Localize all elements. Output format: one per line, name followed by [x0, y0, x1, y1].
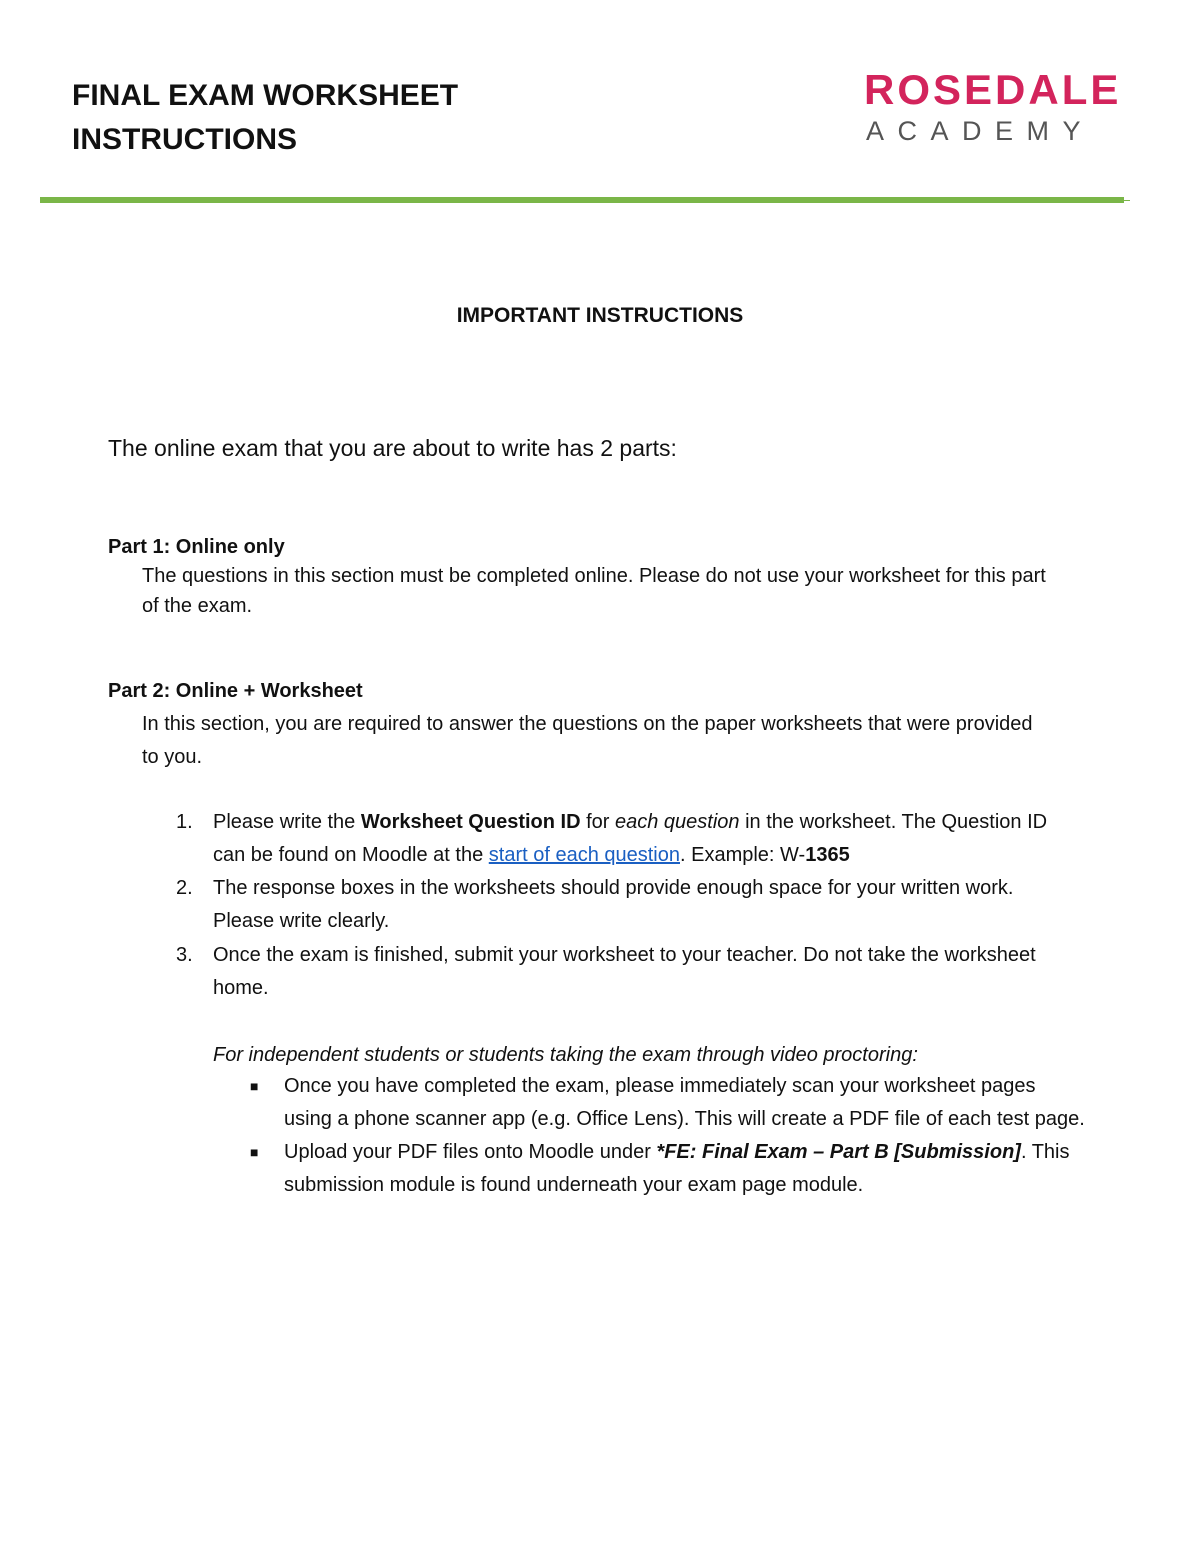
text-run: can be found on Moodle at the	[213, 844, 489, 866]
square-bullet-icon: ■	[250, 1078, 259, 1094]
list-number-1: 1.	[176, 811, 193, 833]
example-id-number: 1365	[805, 844, 850, 866]
text-run: in the worksheet. The Question ID	[739, 811, 1048, 833]
list-item-2-line-1: The response boxes in the worksheets should provide enough space for your written work.	[213, 877, 1014, 899]
list-item-3-line-1: Once the exam is finished, submit your worksheet to your teacher. Do not take the worksheet	[213, 944, 1036, 966]
list-item-3	[213, 939, 1133, 1005]
logo-wordmark-top: ROSEDALE	[864, 66, 1122, 113]
list-item-3-line-2: home.	[213, 977, 269, 999]
list-number-3: 3.	[176, 944, 193, 966]
part1-body-line-1: The questions in this section must be completed online. Please do not use your worksheet for this part	[142, 565, 1046, 587]
bullet-item-2-line-2: submission module is found underneath your exam page module.	[284, 1174, 864, 1196]
bullet-item-1-line-2: using a phone scanner app (e.g. Office Lens). This will create a PDF file of each test page.	[284, 1108, 1085, 1130]
submission-module-name: *FE: Final Exam – Part B [Submission]	[656, 1141, 1021, 1163]
section-heading: IMPORTANT INSTRUCTIONS	[456, 304, 744, 327]
list-number-2: 2.	[176, 877, 193, 899]
square-bullet-icon: ■	[250, 1144, 259, 1160]
list-item-1	[213, 806, 1133, 872]
part1-title: Part 1: Online only	[108, 536, 285, 558]
text-run: for	[580, 811, 615, 833]
start-of-each-question-link[interactable]: start of each question	[488, 844, 680, 866]
header-divider-tail	[1122, 200, 1130, 201]
proctoring-note: For independent students or students taking the exam through video proctoring:	[213, 1044, 918, 1066]
text-run: . Example: W-	[680, 844, 806, 866]
text-run: Please write the	[213, 811, 361, 833]
part2-title: Part 2: Online + Worksheet	[108, 680, 363, 702]
header-divider	[40, 197, 1124, 203]
list-item-2-line-2: Please write clearly.	[213, 910, 390, 932]
worksheet-question-id-emphasis: Worksheet Question ID	[360, 811, 581, 833]
bullet-item-1-line-1: Once you have completed the exam, please immediately scan your worksheet pages	[284, 1075, 1036, 1097]
part2-body	[142, 708, 1142, 774]
bullet-item-2-line-1	[284, 1136, 1144, 1169]
part1-body	[142, 561, 1142, 621]
intro-text: The online exam that you are about to write has 2 parts:	[108, 435, 677, 461]
bullet-item-1	[284, 1070, 1144, 1136]
list-item-2	[213, 872, 1133, 938]
part2-body-line-1: In this section, you are required to answer the questions on the paper worksheets that were provided	[142, 713, 1033, 735]
list-item-1-line-1	[213, 806, 1133, 839]
text-run: . This	[1020, 1141, 1070, 1163]
part2-body-line-2: to you.	[142, 746, 203, 768]
title-line-1: FINAL EXAM WORKSHEET	[72, 79, 459, 112]
text-run: Upload your PDF files onto Moodle under	[284, 1141, 657, 1163]
each-question-emphasis: each question	[614, 811, 740, 833]
bullet-item-2	[284, 1136, 1144, 1202]
document-title	[72, 74, 458, 162]
list-item-1-line-2	[213, 839, 1133, 872]
part1-body-line-2: of the exam.	[142, 595, 253, 617]
title-line-2: INSTRUCTIONS	[72, 123, 297, 156]
logo-wordmark-bottom: ACADEMY	[866, 116, 1095, 146]
